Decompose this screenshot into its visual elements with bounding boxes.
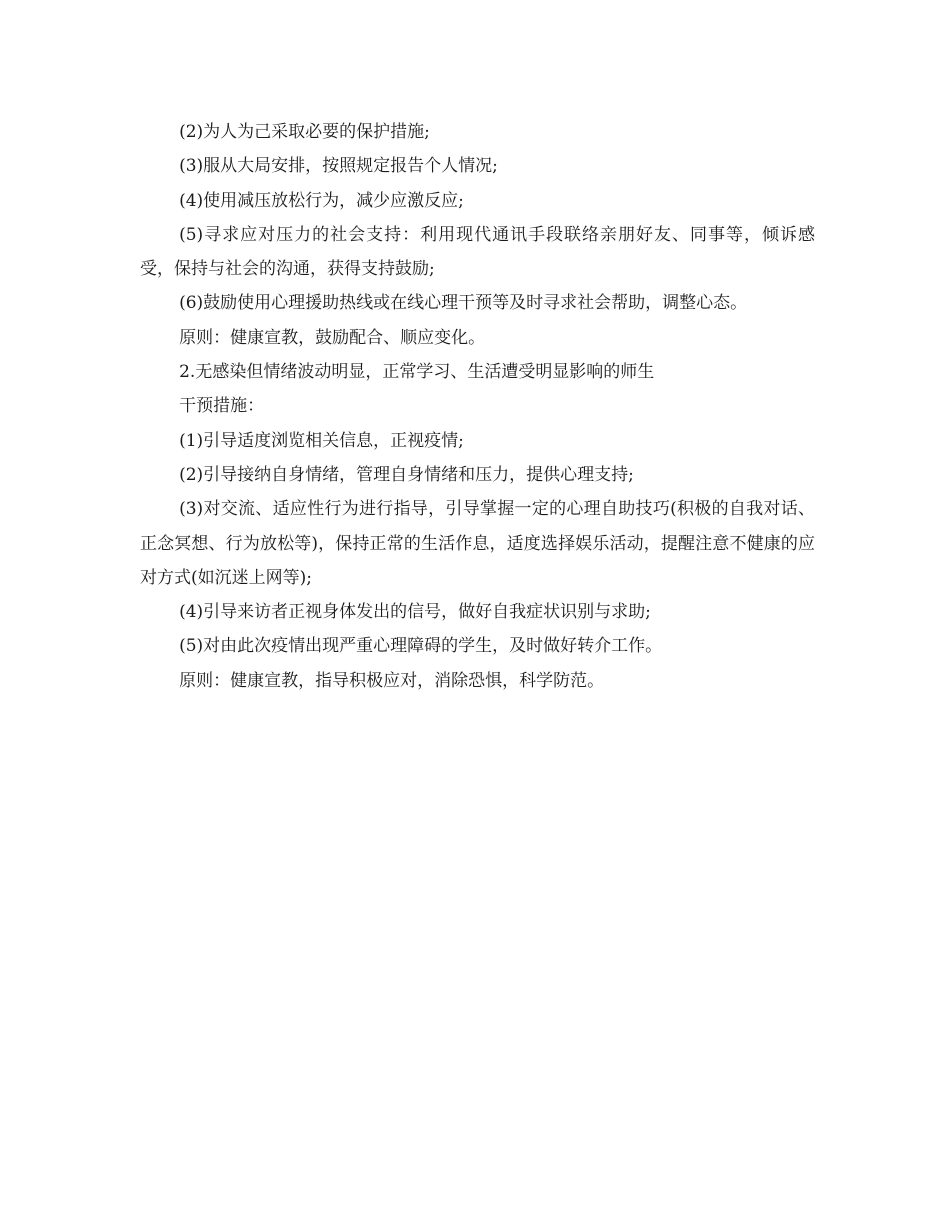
list-item-body-signals: (4)引导来访者正视身体发出的信号，做好自我症状识别与求助; xyxy=(179,602,651,623)
list-item-self-help-skills: (3)对交流、适应性行为进行指导，引导掌握一定的心理自助技巧(积极的自我对话、正念冥想、行为放松等)，保持正常的生活作息，适度选择娱乐活动，提醒注意不健康的应对方式(如沉迷上网等); xyxy=(140,499,815,588)
principle-paragraph-2: 原则：健康宣教，指导积极应对，消除恐惧，科学防范。 xyxy=(179,670,605,691)
list-item-social-support: (5)寻求应对压力的社会支持：利用现代通讯手段联络亲朋好友、同事等，倾诉感受，保持与社会的沟通，获得支持鼓励; xyxy=(140,224,815,280)
section-heading-2: 2.无感染但情绪波动明显，正常学习、生活遭受明显影响的师生 xyxy=(179,362,655,383)
principle-paragraph-1: 原则：健康宣教，鼓励配合、顺应变化。 xyxy=(179,327,486,348)
subheading-intervention-measures: 干预措施： xyxy=(179,396,265,417)
list-item-browse-info: (1)引导适度浏览相关信息，正视疫情; xyxy=(179,430,464,451)
list-item-relaxation: (4)使用减压放松行为，减少应激反应; xyxy=(179,190,464,211)
list-item-referral: (5)对由此次疫情出现严重心理障碍的学生，及时做好转介工作。 xyxy=(179,636,663,657)
document-body xyxy=(140,115,815,698)
list-item-accept-emotions: (2)引导接纳自身情绪，管理自身情绪和压力，提供心理支持; xyxy=(179,464,634,485)
list-item-hotline: (6)鼓励使用心理援助热线或在线心理干预等及时寻求社会帮助，调整心态。 xyxy=(179,293,748,314)
list-item-protective-measures: (2)为人为己采取必要的保护措施; xyxy=(179,122,430,142)
list-item-report-situation: (3)服从大局安排，按照规定报告个人情况; xyxy=(179,156,498,177)
